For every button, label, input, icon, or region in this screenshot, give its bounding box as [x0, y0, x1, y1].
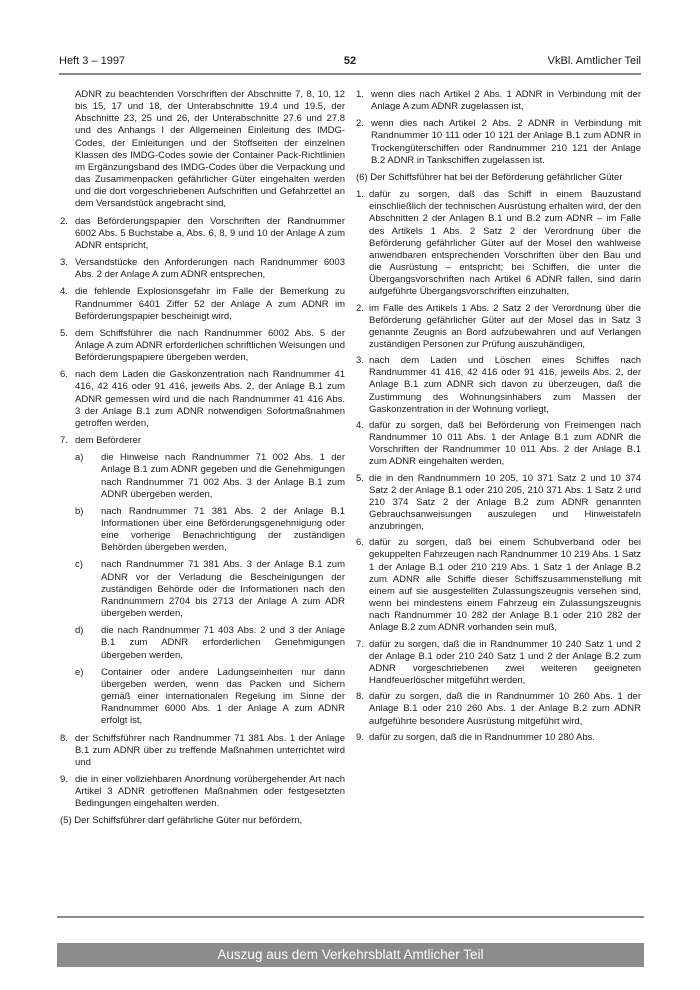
- right-column: [356, 89, 641, 833]
- list-item-text: dem Beförderer: [75, 435, 142, 447]
- list-item: [356, 473, 641, 534]
- list-item-text: die in den Randnummern 10 205, 10 371 Satz 2 und 10 374 Satz 2 der Anlage B.1 oder 210 205, 210 371 Abs. 1 Satz 2 und 210 374 Satz 2 der Anlage B.2 zum ADNR genannten Gebrauchsanweisungen auszulegen und Hinweistafeln anzubringen,: [369, 472, 641, 533]
- list-item-number: 2.: [356, 118, 364, 130]
- sub-item-text: Container oder andere Ladungseinheiten nur dann übergeben werden, wenn das Packen und Sichern gemäß einer internationalen Regelung im Sinne der Randnummer 6000 Abs. 1 der Anlage A zum ADNR erfolgt ist,: [101, 666, 345, 727]
- list-item-number: 2.: [356, 302, 364, 314]
- sub-item-letter: d): [75, 625, 84, 637]
- list-item: [356, 118, 641, 167]
- sub-item-letter: c): [75, 559, 83, 571]
- list-item-number: 7.: [60, 435, 68, 447]
- footer-banner: Auszug aus dem Verkehrsblatt Amtlicher Teil: [57, 943, 644, 967]
- list-item: [60, 733, 345, 769]
- list-item-number: 4.: [356, 419, 364, 431]
- sub-item-text: nach Randnummer 71 381 Abs. 2 der Anlage B.1 Informationen über eine Beförderungsgenehmigung oder eine vorherige Benachrichtigung der zuständigen Behörden übergeben werden,: [101, 505, 345, 554]
- list-item-number: 8.: [60, 732, 68, 744]
- list-item-number: 6.: [60, 369, 68, 381]
- list-item-text: dafür zu sorgen, daß die in Randnummer 10 280 Abs.: [369, 731, 596, 743]
- list-item-number: 2.: [60, 215, 68, 227]
- list-item: [356, 89, 641, 113]
- list-item: [60, 257, 345, 281]
- list-item-text: dafür zu sorgen, daß das Schiff in einem Bauzustand einschließlich der technischen Ausrüstung erhalten wird, der den Abschnitten 2 der Anlagen B.1 und B.2 zum ADNR – im Falle des Artikels 1 Abs. 2 Satz 2 der Verordnung über die Beförderung gefährlicher Güter auf der Mosel den wahlweise anwendbaren entsprechenden Vorschriften über den Bau und die Ausrüstung – entspricht; bei Schiffen, die unter die Übergangsvorschriften nach Artikel 6 ADNR fallen, sind darin aufgeführte Übergangsvorschriften einzuhalten,: [369, 189, 641, 298]
- list-item-number: 7.: [356, 638, 364, 650]
- list-item: [60, 774, 345, 810]
- list-item-number: 9.: [60, 773, 68, 785]
- list-item: [356, 537, 641, 634]
- list-item: [60, 286, 345, 322]
- sub-list-item: [75, 625, 345, 661]
- list-item-text: nach dem Laden und Löschen eines Schiffes nach Randnummer 41 416, 42 416 oder 91 416, jeweils Abs. 2, der Anlage B.1 zum ADNR sich davon zu überzeugen, daß die Zustimmung des Wohnungsinhabers zum Massen der Gaskonzentration in der Wohnung vorliegt,: [369, 355, 641, 415]
- list-item-number: 4.: [60, 286, 68, 298]
- list-item-text: nach dem Laden die Gaskonzentration nach Randnummer 41 416, 42 416 oder 91 416, jeweils Abs. 2, der Anlage B.1 zum ADNR gemessen wird und die nach Randnummer 41 416 Abs. 3 der Anlage B.1 zum ADNR notwendigen Sofortmaßnahmen getroffen werden,: [75, 369, 345, 429]
- list-item-text: die in einer vollziehbaren Anordnung vorübergehender Art nach Artikel 3 ADNR getroffenen Maßnahmen oder festgesetzten Bedingungen eingehalten werden.: [75, 773, 345, 810]
- list-item: [356, 420, 641, 469]
- paragraph-continuation: ADNR zu beachtenden Vorschriften der Abschnitte 7, 8, 10, 12 bis 15, 17 und 18, der Unterabschnitte 19.4 und 19.5, der Abschnitte 23, 25 und 26, der Unterabschnitte 27.6 und 27.8 und des Anhangs I der Allgemeinen Einleitung des IMDG-Codes, der Einleitungen und der Stoffseiten der einzelnen Klassen des IMDG-Codes sowie der Container Pack-Richtlinien im Ergänzungsband des IMDG-Codes über die Verpackung und das Zusammenpacken gefährlicher Güter eingehalten werden und die dort vorgeschriebenen Aufschriften und Gefahrzettel an dem Versandstück angebracht sind,: [75, 89, 345, 210]
- two-column-body: [60, 89, 641, 833]
- list-item: [356, 189, 641, 298]
- list-item-text: Versandstücke den Anforderungen nach Randnummer 6003 Abs. 2 der Anlage A zum ADNR entsprechen,: [75, 257, 345, 281]
- list-item-number: 5.: [60, 327, 68, 339]
- list-item: [356, 691, 641, 727]
- list-item-text: dafür zu sorgen, daß die in Randnummer 10 240 Satz 1 und 2 der Anlage B.1 oder 210 240 Satz 1 und 2 der Anlage B.2 zum ADNR vorgeschriebenen zwei weiteren geeigneten Handfeuerlöscher mitgeführt werden,: [369, 638, 641, 687]
- sub-item-letter: a): [75, 452, 84, 464]
- sub-item-text: die nach Randnummer 71 403 Abs. 2 und 3 der Anlage B.1 zum ADNR erforderlichen Genehmigungen übergeben werden,: [101, 625, 345, 661]
- list-item-number: 8.: [356, 691, 364, 703]
- page-header: [59, 54, 641, 75]
- list-item-number: 6.: [356, 537, 364, 549]
- header-section: VkBl. Amtlicher Teil: [547, 55, 641, 67]
- sub-list-item: [75, 452, 345, 501]
- list-item: [60, 216, 345, 252]
- paragraph-6: (6) Der Schiffsführer hat bei der Beförderung gefährlicher Güter: [356, 171, 623, 183]
- sub-item-letter: b): [75, 505, 84, 517]
- sub-item-letter: e): [75, 666, 84, 678]
- header-page-number: 52: [343, 55, 357, 67]
- list-item-text: dafür zu sorgen, daß die in Randnummer 10 260 Abs. 1 der Anlage B.1 oder 210 260 Abs. 1 der Anlage B.2 zum ADNR aufgeführte besondere Ausrüstung mitgeführt wird,: [369, 691, 641, 727]
- list-item-number: 1.: [356, 89, 364, 100]
- header-issue: Heft 3 – 1997: [59, 55, 126, 67]
- list-item-number: 3.: [60, 257, 68, 269]
- paragraph-5: (5) Der Schiffsführer darf gefährliche Güter nur befördern,: [60, 815, 303, 827]
- list-item-text: im Falle des Artikels 1 Abs. 2 Satz 2 der Verordnung über die Beförderung gefährlicher Güter auf der Mosel das in Satz 3 genannte Zeugnis an Bord aufzubewahren und auf Verlangen zuständigen Personen zur Prüfung auszuhändigen,: [369, 302, 641, 350]
- list-item-text: die fehlende Explosionsgefahr im Falle der Bemerkung zu Randnummer 6401 Ziffer 52 der Anlage A zum ADNR im Beförderungspapier bescheinigt wird,: [75, 286, 345, 322]
- list-item-text: wenn dies nach Artikel 2 Abs. 1 ADNR in Verbindung mit der Anlage A zum ADNR zugelassen ist,: [371, 89, 641, 113]
- list-item-number: 3.: [356, 355, 364, 367]
- list-item: [356, 355, 641, 416]
- list-item: [356, 732, 641, 744]
- sub-list-item: [75, 667, 345, 728]
- footer-divider: [57, 916, 644, 918]
- list-item-text: wenn dies nach Artikel 2 Abs. 2 ADNR in Verbindung mit Randnummer 10 111 oder 10 121 der Anlage B.1 zum ADNR in Trockengüterschiffen oder Randnummer 210 121 der Anlage B.2 ADNR in Tankschiffen zugelassen ist.: [371, 118, 641, 166]
- list-item: [60, 369, 345, 430]
- sub-list-item: [75, 559, 345, 620]
- list-item: [60, 435, 345, 447]
- list-item: [356, 639, 641, 688]
- list-item-text: das Beförderungspapier den Vorschriften der Randnummer 6002 Abs. 5 Buchstabe a, Abs. 6, 8, 9 und 10 der Anlage A zum ADNR entspricht,: [75, 215, 345, 251]
- list-item-text: dafür zu sorgen, daß bei Beförderung von Freimengen nach Randnummer 10 011 Abs. 1 der Anlage B.1 zum ADNR die Vorschriften der Randnummer 10 011 Abs. 2 der Anlage B.1 zum ADNR eingehalten werden,: [369, 419, 641, 468]
- list-item-number: 1.: [356, 189, 364, 201]
- sub-list-item: [75, 506, 345, 555]
- sub-item-text: nach Randnummer 71 381 Abs. 3 der Anlage B.1 zum ADNR vor der Verladung die Bescheinigungen der zuständigen Behörde oder die Informationen nach den Randnummern 2704 bis 2713 der Anlage A zum ADR übergeben werden,: [101, 559, 345, 620]
- list-item: [60, 328, 345, 364]
- list-item: [356, 303, 641, 352]
- sub-item-text: die Hinweise nach Randnummer 71 002 Abs. 1 der Anlage B.1 zum ADNR gegeben und die Genehmigungen nach Randnummer 71 002 Abs. 3 der Anlage B.1 zum ADNR übergeben werden,: [101, 452, 345, 500]
- list-item-number: 9.: [356, 731, 364, 743]
- list-item-text: dem Schiffsführer die nach Randnummer 6002 Abs. 5 der Anlage A zum ADNR erforderlichen schriftlichen Weisungen und Beförderungspapiere übergeben werden,: [75, 327, 345, 364]
- list-item-number: 5.: [356, 472, 364, 484]
- list-item-text: dafür zu sorgen, daß bei einem Schubverband oder bei gekuppelten Fahrzeugen nach Randnummer 10 219 Abs. 1 Satz 1 der Anlage B.1 oder 210 219 Abs. 1 Satz 1 der Anlage B.2 zum ADNR alle Schiffe dieser Schiffszusammenstellung mit einem auf sie ausgestellten Zulassungszeugnis versehen sind, wenn bei mindestens einem Fahrzeug ein Zulassungszeugnis nach Randnummer 10 282 der Anlage B.1 oder 210 282 der Anlage B.2 zum ADNR vorhanden sein muß,: [369, 537, 641, 634]
- list-item-text: der Schiffsführer nach Randnummer 71 381 Abs. 1 der Anlage B.1 zum ADNR über zu treffende Maßnahmen unterrichtet wird und: [75, 732, 345, 768]
- left-column: [60, 89, 345, 833]
